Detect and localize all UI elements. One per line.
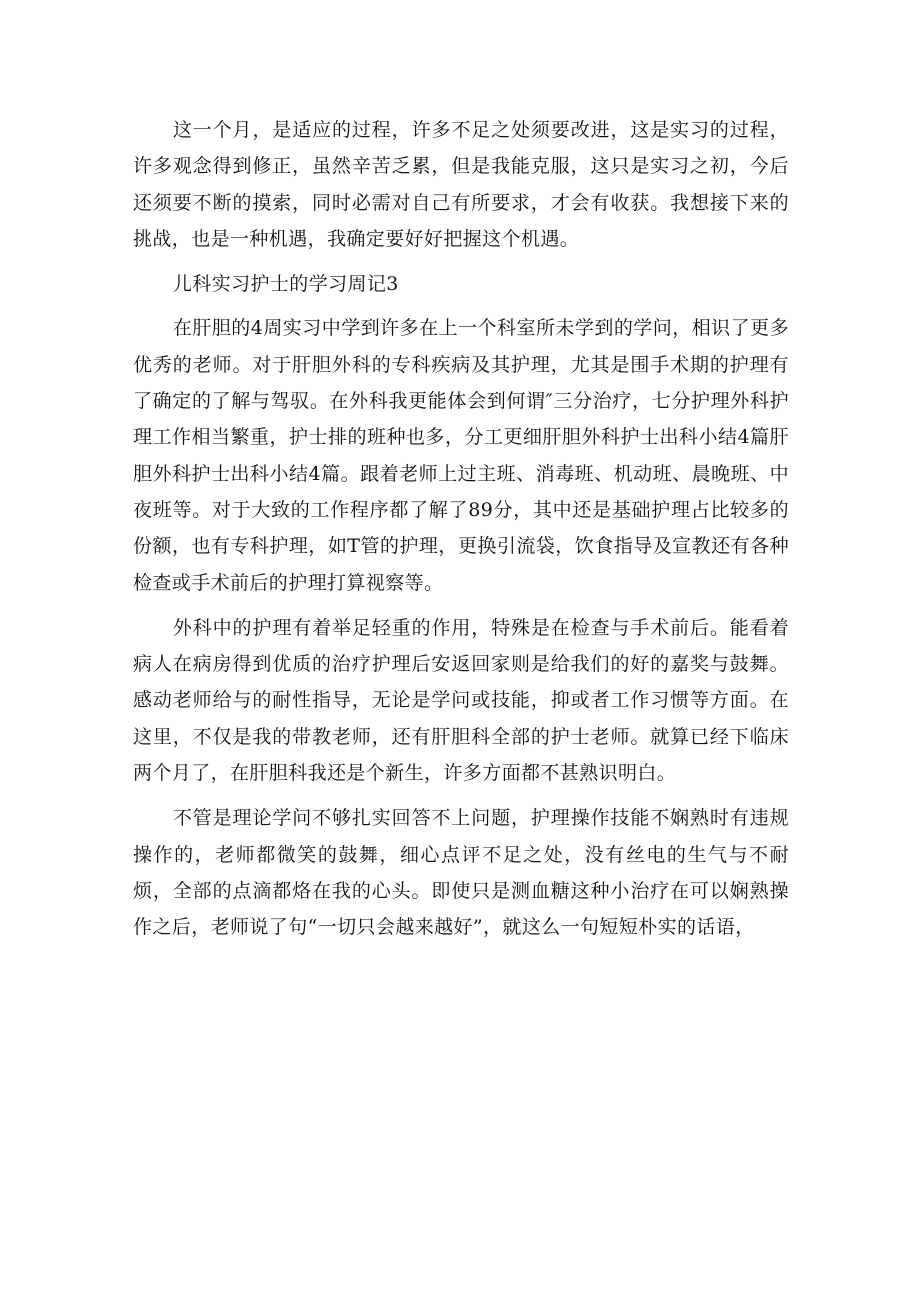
section-heading: 儿科实习护士的学习周记3 [172, 273, 399, 296]
paragraph-4: 不管是理论学问不够扎实回答不上问题，护理操作技能不娴熟时有违规操作的，老师都微笑的鼓舞，细心点评不足之处，没有丝电的生气与不耐烦，全部的点滴都烙在我的心头。即使只是测血糖这种小治疗在可以娴熟操作之后，老师说了句“一切只会越来越好”，就这么一句短短朴实的话语， [133, 807, 789, 939]
paragraph-1: 这一个月，是适应的过程，许多不足之处须要改进，这是实习的过程，许多观念得到修正，虽然辛苦乏累，但是我能克服，这只是实习之初，今后还须要不断的摸索，同时必需对自己有所要求，才会有收获。我想接下来的挑战，也是一种机遇，我确定要好好把握这个机遇。 [133, 119, 789, 250]
paragraph-3: 外科中的护理有着举足轻重的作用，特殊是在检查与手术前后。能看着病人在病房得到优质的治疗护理后安返回家则是给我们的好的嘉奖与鼓舞。感动老师给与的耐性指导，无论是学问或技能，抑或者工作习惯等方面。在这里，不仅是我的带教老师，还有肝胆科全部的护士老师。就算已经下临床两个月了，在肝胆科我还是个新生，许多方面都不甚熟识明白。 [133, 616, 789, 785]
document-body [133, 112, 789, 955]
paragraph-2: 在肝胆的4周实习中学到许多在上一个科室所未学到的学问，相识了更多优秀的老师。对于肝胆外科的专科疾病及其护理，尤其是围手术期的护理有了确定的了解与驾驭。在外科我更能体会到何谓″三分治疗，七分护理外科护理工作相当繁重，护士排的班种也多，分工更细肝胆外科护士出科小结4篇肝胆外科护士出科小结4篇。跟着老师上过主班、消毒班、机动班、晨晚班、中夜班等。对于大致的工作程序都了解了89分，其中还是基础护理占比较多的份额，也有专科护理，如T管的护理，更换引流袋，饮食指导及宣教还有各种检查或手术前后的护理打算视察等。 [133, 317, 789, 594]
